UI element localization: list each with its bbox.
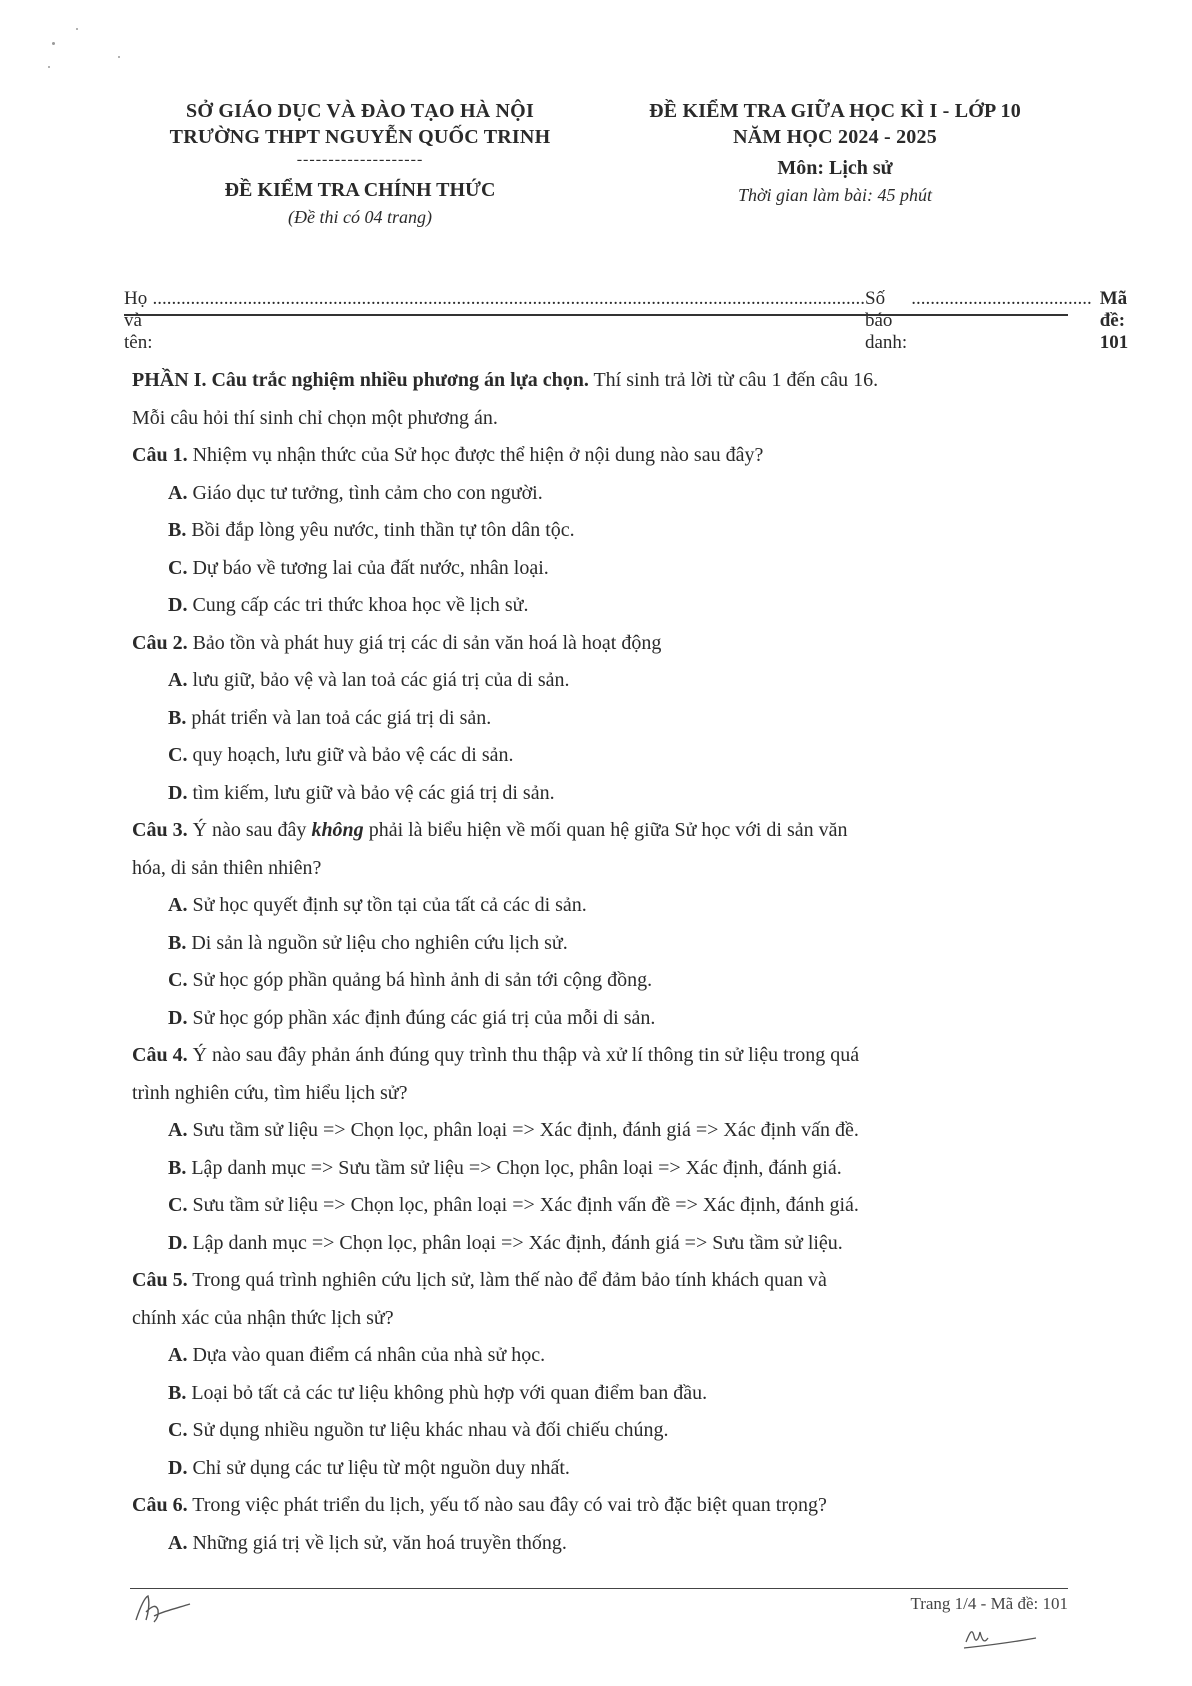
option-text: Sử dụng nhiều nguồn tư liệu khác nhau và đối chiếu chúng. <box>187 1419 669 1441</box>
option-4a[interactable] <box>132 1112 1068 1150</box>
option-2c[interactable] <box>132 737 1068 775</box>
question-text: Bảo tồn và phát huy giá trị các di sản văn hoá là hoạt động <box>187 631 662 654</box>
option-letter: C. <box>168 744 188 766</box>
info-underline <box>124 314 1068 316</box>
option-letter: D. <box>168 1456 188 1479</box>
school-name: TRƯỜNG THPT NGUYỄN QUỐC TRINH <box>169 126 551 148</box>
option-3d[interactable] <box>132 1000 1068 1038</box>
option-1c[interactable] <box>132 550 1068 588</box>
scan-speck <box>118 56 120 58</box>
sbd-label: Số báo danh: <box>865 288 908 353</box>
option-letter: A. <box>168 894 188 916</box>
scan-speck <box>76 28 78 30</box>
question-emphasis: không <box>311 819 364 841</box>
option-5a[interactable] <box>132 1337 1068 1375</box>
initials-signature-left <box>130 1590 200 1630</box>
option-text: Sử học góp phần xác định đúng các giá trị của mỗi di sản. <box>187 1006 656 1029</box>
option-letter: A. <box>168 481 188 504</box>
option-text: Dựa vào quan điểm cá nhân của nhà sử học. <box>187 1344 546 1366</box>
name-field[interactable]: ...................................................................................................................................................... <box>152 288 865 309</box>
question-text: Trong việc phát triển du lịch, yếu tố nào sau đây có vai trò đặc biệt quan trọng? <box>187 1494 827 1516</box>
option-letter: C. <box>168 556 188 579</box>
option-letter: C. <box>168 1419 188 1441</box>
sbd-field[interactable]: ...................................... <box>911 288 1092 309</box>
option-1d[interactable] <box>132 587 1068 625</box>
option-letter: C. <box>168 1194 188 1216</box>
school-year: NĂM HỌC 2024 - 2025 <box>733 126 937 148</box>
option-4b[interactable] <box>132 1150 1068 1188</box>
subject: Môn: Lịch sử <box>777 157 893 179</box>
question-4 <box>132 1037 1068 1075</box>
question-label: Câu 2. <box>132 631 188 654</box>
scan-speck <box>52 42 55 45</box>
option-4d[interactable] <box>132 1225 1068 1263</box>
option-4c[interactable] <box>132 1187 1068 1225</box>
question-label: Câu 4. <box>132 1044 188 1066</box>
question-5-continued: chính xác của nhận thức lịch sử? <box>132 1306 394 1329</box>
part-title: PHẦN I. Câu trắc nghiệm nhiều phương án lựa chọn. <box>132 369 589 391</box>
header-right <box>590 98 1080 208</box>
option-letter: A. <box>168 1344 188 1366</box>
question-label: Câu 1. <box>132 444 188 466</box>
option-text: Sử học quyết định sự tồn tại của tất cả các di sản. <box>187 894 587 916</box>
time-limit: Thời gian làm bài: 45 phút <box>737 185 933 205</box>
option-letter: A. <box>168 1119 188 1141</box>
option-letter: D. <box>168 594 188 616</box>
option-letter: B. <box>168 706 187 729</box>
option-letter: D. <box>168 1231 188 1254</box>
official-exam-label: ĐỀ KIỂM TRA CHÍNH THỨC <box>224 179 496 201</box>
option-text: Di sản là nguồn sử liệu cho nghiên cứu lịch sử. <box>186 931 568 954</box>
option-text: Lập danh mục => Chọn lọc, phân loại => Xác định, đánh giá => Sưu tầm sử liệu. <box>187 1231 843 1254</box>
question-text: Ý nào sau đây phản ánh đúng quy trình thu thập và xử lí thông tin sử liệu trong quá <box>187 1044 860 1066</box>
option-letter: B. <box>168 931 187 954</box>
option-1b[interactable] <box>132 512 1068 550</box>
question-label: Câu 5. <box>132 1269 188 1291</box>
option-letter: A. <box>168 1531 188 1554</box>
question-1 <box>132 437 1068 475</box>
header-divider: -------------------- <box>296 151 424 168</box>
question-6 <box>132 1487 1068 1525</box>
option-3c[interactable] <box>132 962 1068 1000</box>
page-footer: Trang 1/4 - Mã đề: 101 <box>910 1594 1068 1613</box>
option-text: Giáo dục tư tưởng, tình cảm cho con người. <box>187 481 543 504</box>
option-letter: D. <box>168 781 188 804</box>
footer-divider <box>130 1588 1068 1589</box>
option-text: Cung cấp các tri thức khoa học về lịch sử. <box>187 594 529 616</box>
option-3a[interactable] <box>132 887 1068 925</box>
option-6a[interactable] <box>132 1525 1068 1563</box>
question-label: Câu 6. <box>132 1494 188 1516</box>
question-2 <box>132 625 1068 663</box>
option-text: Bồi đắp lòng yêu nước, tinh thần tự tôn dân tộc. <box>186 519 575 541</box>
option-text: Sưu tầm sử liệu => Chọn lọc, phân loại => Xác định, đánh giá => Xác định vấn đề. <box>187 1119 859 1141</box>
option-3b[interactable] <box>132 925 1068 963</box>
scan-speck <box>48 66 50 68</box>
question-text: Nhiệm vụ nhận thức của Sử học được thể hiện ở nội dung nào sau đây? <box>187 444 764 466</box>
option-text: Sưu tầm sử liệu => Chọn lọc, phân loại => Xác định vấn đề => Xác định, đánh giá. <box>187 1194 859 1216</box>
option-text: Sử học góp phần quảng bá hình ảnh di sản tới cộng đồng. <box>187 969 653 991</box>
name-label: Họ và tên: <box>124 288 153 353</box>
initials-signature-right <box>962 1618 1042 1658</box>
question-3-continued: hóa, di sản thiên nhiên? <box>132 856 322 879</box>
part-instruction: Thí sinh trả lời từ câu 1 đến câu 16. <box>588 369 879 391</box>
option-text: Những giá trị về lịch sử, văn hoá truyền thống. <box>187 1531 567 1554</box>
option-text: lưu giữ, bảo vệ và lan toả các giá trị của di sản. <box>187 669 570 691</box>
option-text: Lập danh mục => Sưu tầm sử liệu => Chọn lọc, phân loại => Xác định, đánh giá. <box>186 1156 842 1179</box>
question-text-rest: phải là biểu hiện về mối quan hệ giữa Sử học với di sản văn <box>363 819 848 841</box>
part-instruction-2: Mỗi câu hỏi thí sinh chỉ chọn một phương án. <box>132 406 498 429</box>
question-text: Ý nào sau đây <box>187 819 312 841</box>
question-text: Trong quá trình nghiên cứu lịch sử, làm thế nào để đảm bảo tính khách quan và <box>187 1269 827 1291</box>
option-letter: C. <box>168 969 188 991</box>
question-5 <box>132 1262 1068 1300</box>
option-letter: B. <box>168 1381 187 1404</box>
question-label: Câu 3. <box>132 819 188 841</box>
option-2b[interactable] <box>132 700 1068 738</box>
option-5b[interactable] <box>132 1375 1068 1413</box>
option-2a[interactable] <box>132 662 1068 700</box>
page-count-note: (Đề thi có 04 trang) <box>288 207 432 227</box>
department-name: SỞ GIÁO DỤC VÀ ĐÀO TẠO HÀ NỘI <box>186 100 534 122</box>
option-text: tìm kiếm, lưu giữ và bảo vệ các giá trị di sản. <box>187 781 555 804</box>
exam-content <box>132 362 1068 1562</box>
option-1a[interactable] <box>132 475 1068 513</box>
part-heading <box>132 362 1068 400</box>
question-4-continued: trình nghiên cứu, tìm hiểu lịch sử? <box>132 1081 408 1104</box>
option-2d[interactable] <box>132 775 1068 813</box>
option-letter: B. <box>168 1156 187 1179</box>
exam-code: Mã đề: 101 <box>1099 288 1129 353</box>
option-text: Chỉ sử dụng các tư liệu từ một nguồn duy nhất. <box>187 1456 570 1479</box>
question-3 <box>132 812 1068 850</box>
option-letter: D. <box>168 1006 188 1029</box>
option-text: Loại bỏ tất cả các tư liệu không phù hợp với quan điểm ban đầu. <box>186 1381 708 1404</box>
exam-title: ĐỀ KIỂM TRA GIỮA HỌC KÌ I - LỚP 10 <box>649 100 1021 122</box>
option-text: Dự báo về tương lai của đất nước, nhân loại. <box>187 556 549 579</box>
option-5c[interactable] <box>132 1412 1068 1450</box>
option-letter: B. <box>168 519 187 541</box>
option-5d[interactable] <box>132 1450 1068 1488</box>
option-text: phát triển và lan toả các giá trị di sản. <box>186 706 492 729</box>
header-left <box>120 98 600 230</box>
option-text: quy hoạch, lưu giữ và bảo vệ các di sản. <box>187 744 514 766</box>
option-letter: A. <box>168 669 188 691</box>
